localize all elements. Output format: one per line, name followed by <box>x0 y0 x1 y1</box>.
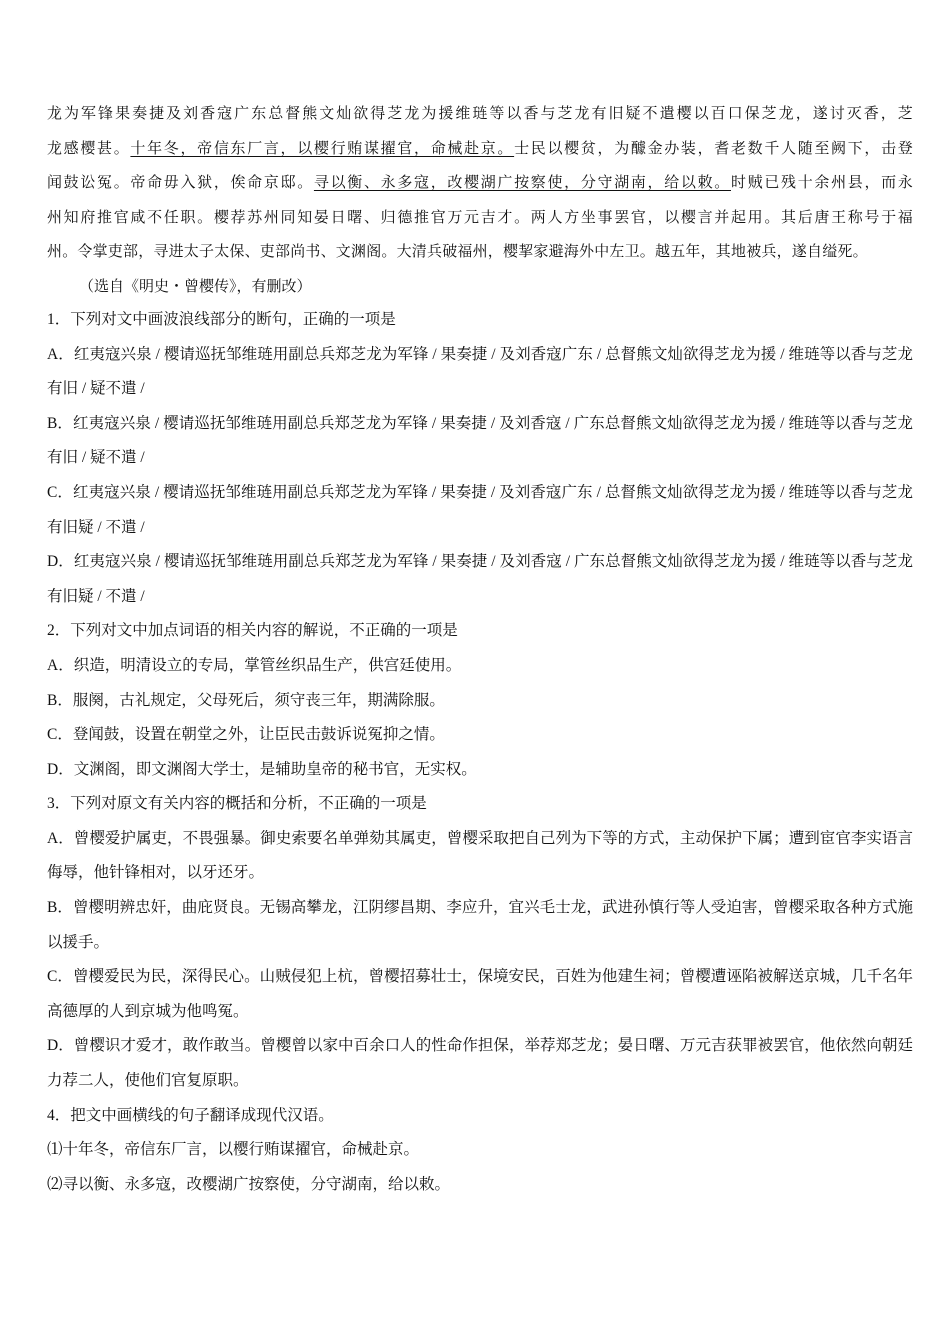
question-1-option-d: D．红夷寇兴泉 / 樱请巡抚邹维琏用副总兵郑芝龙为军锋 / 果奏捷 / 及刘香寇 / 广东总督熊文灿欲得芝龙为援 / 维琏等以香与芝龙有旧疑 / 不遣 / <box>47 553 913 605</box>
passage-line: 闻鼓讼冤。帝命毋入狱，俟命京邸。寻以衡、永多寇，改樱湖广按察使，分守湖南，给以敕。时贼已残十余州县，而永 <box>47 173 914 192</box>
question-1-stem: 1．下列对文中画波浪线部分的断句，正确的一项是 <box>47 310 396 328</box>
passage-line: 龙感樱甚。十年冬，帝信东厂言，以樱行贿谋擢官，命械赴京。士民以樱贫，为醵金办装，耆老数千人随至阙下，击登 <box>47 138 913 157</box>
document-page <box>47 96 913 1202</box>
question-3-option-a: A．曾樱爱护属吏，不畏强暴。御史索要名单弹劾其属吏，曾樱采取把自己列为下等的方式，主动保护下属；遭到宦官李实语言侮辱，他针锋相对，以牙还牙。 <box>47 829 913 882</box>
questions <box>47 303 913 1202</box>
underlined-sentence-1: 十年冬，帝信东厂言，以樱行贿谋擢官，命械赴京。 <box>130 138 515 157</box>
underlined-sentence-2: 寻以衡、永多寇，改樱湖广按察使，分守湖南，给以敕。 <box>313 173 731 192</box>
question-2-option-b: B．服阕，古礼规定，父母死后，须守丧三年，期满除服。 <box>47 691 445 709</box>
question-4-stem: 4．把文中画横线的句子翻译成现代汉语。 <box>47 1106 334 1124</box>
question-4-sentence-2: ⑵寻以衡、永多寇，改樱湖广按察使，分守湖南，给以敕。 <box>47 1175 451 1193</box>
question-1-option-a: A．红夷寇兴泉 / 樱请巡抚邹维琏用副总兵郑芝龙为军锋 / 果奏捷 / 及刘香寇广东 / 总督熊文灿欲得芝龙为援 / 维琏等以香与芝龙有旧 / 疑不遣 / <box>47 345 913 398</box>
question-3-option-c: C．曾樱爱民为民，深得民心。山贼侵犯上杭，曾樱招募壮士，保境安民，百姓为他建生祠；曾樱遭诬陷被解送京城，几千名年高德厚的人到京城为他鸣冤。 <box>47 968 913 1020</box>
passage-line: 龙为军锋果奏捷及刘香寇广东总督熊文灿欲得芝龙为援维琏等以香与芝龙有旧疑不遣樱以百口保芝龙，遂讨灭香，芝 <box>47 104 913 122</box>
question-3-stem: 3．下列对原文有关内容的概括和分析，不正确的一项是 <box>47 795 427 813</box>
question-2-option-c: C．登闻鼓，设置在朝堂之外，让臣民击鼓诉说冤抑之情。 <box>47 726 445 744</box>
passage-text <box>47 96 913 269</box>
question-1-option-c: C．红夷寇兴泉 / 樱请巡抚邹维琏用副总兵郑芝龙为军锋 / 果奏捷 / 及刘香寇广东 / 总督熊文灿欲得芝龙为援 / 维琏等以香与芝龙有旧疑 / 不遣 / <box>47 483 913 536</box>
question-2-option-a: A．织造，明清设立的专局，掌管丝织品生产，供宫廷使用。 <box>47 656 462 674</box>
question-4-sentence-1: ⑴十年冬，帝信东厂言，以樱行贿谋擢官，命械赴京。 <box>47 1141 420 1159</box>
question-3-option-b: B．曾樱明辨忠奸，曲庇贤良。无锡高攀龙，江阴缪昌期、李应升，宜兴毛士龙，武进孙慎行等人受迫害，曾樱采取各种方式施以援手。 <box>47 899 913 951</box>
passage-line: 州知府推官咸不任职。樱荐苏州同知晏日曙、归德推官万元吉才。两人方坐事罢官，以樱言并起用。其后唐王称号于福 <box>47 207 913 226</box>
question-3-option-d: D．曾樱识才爱才，敢作敢当。曾樱曾以家中百余口人的性命作担保，举荐郑芝龙；晏日曙、万元吉获罪被罢官，他依然向朝廷力荐二人，使他们官复原职。 <box>47 1037 913 1090</box>
passage-line: 州。令掌吏部，寻进太子太保、吏部尚书、文渊阁。大清兵破福州，樱挈家避海外中左卫。越五年，其地被兵，遂自缢死。 <box>47 242 868 261</box>
question-2-stem: 2．下列对文中加点词语的相关内容的解说，不正确的一项是 <box>47 622 458 640</box>
source-citation: （选自《明史・曾樱传》，有删改） <box>79 276 312 295</box>
question-2-option-d: D．文渊阁，即文渊阁大学士，是辅助皇帝的秘书官，无实权。 <box>47 760 477 778</box>
question-1-option-b: B．红夷寇兴泉 / 樱请巡抚邹维琏用副总兵郑芝龙为军锋 / 果奏捷 / 及刘香寇 / 广东总督熊文灿欲得芝龙为援 / 维琏等以香与芝龙有旧 / 疑不遣 / <box>47 414 913 467</box>
